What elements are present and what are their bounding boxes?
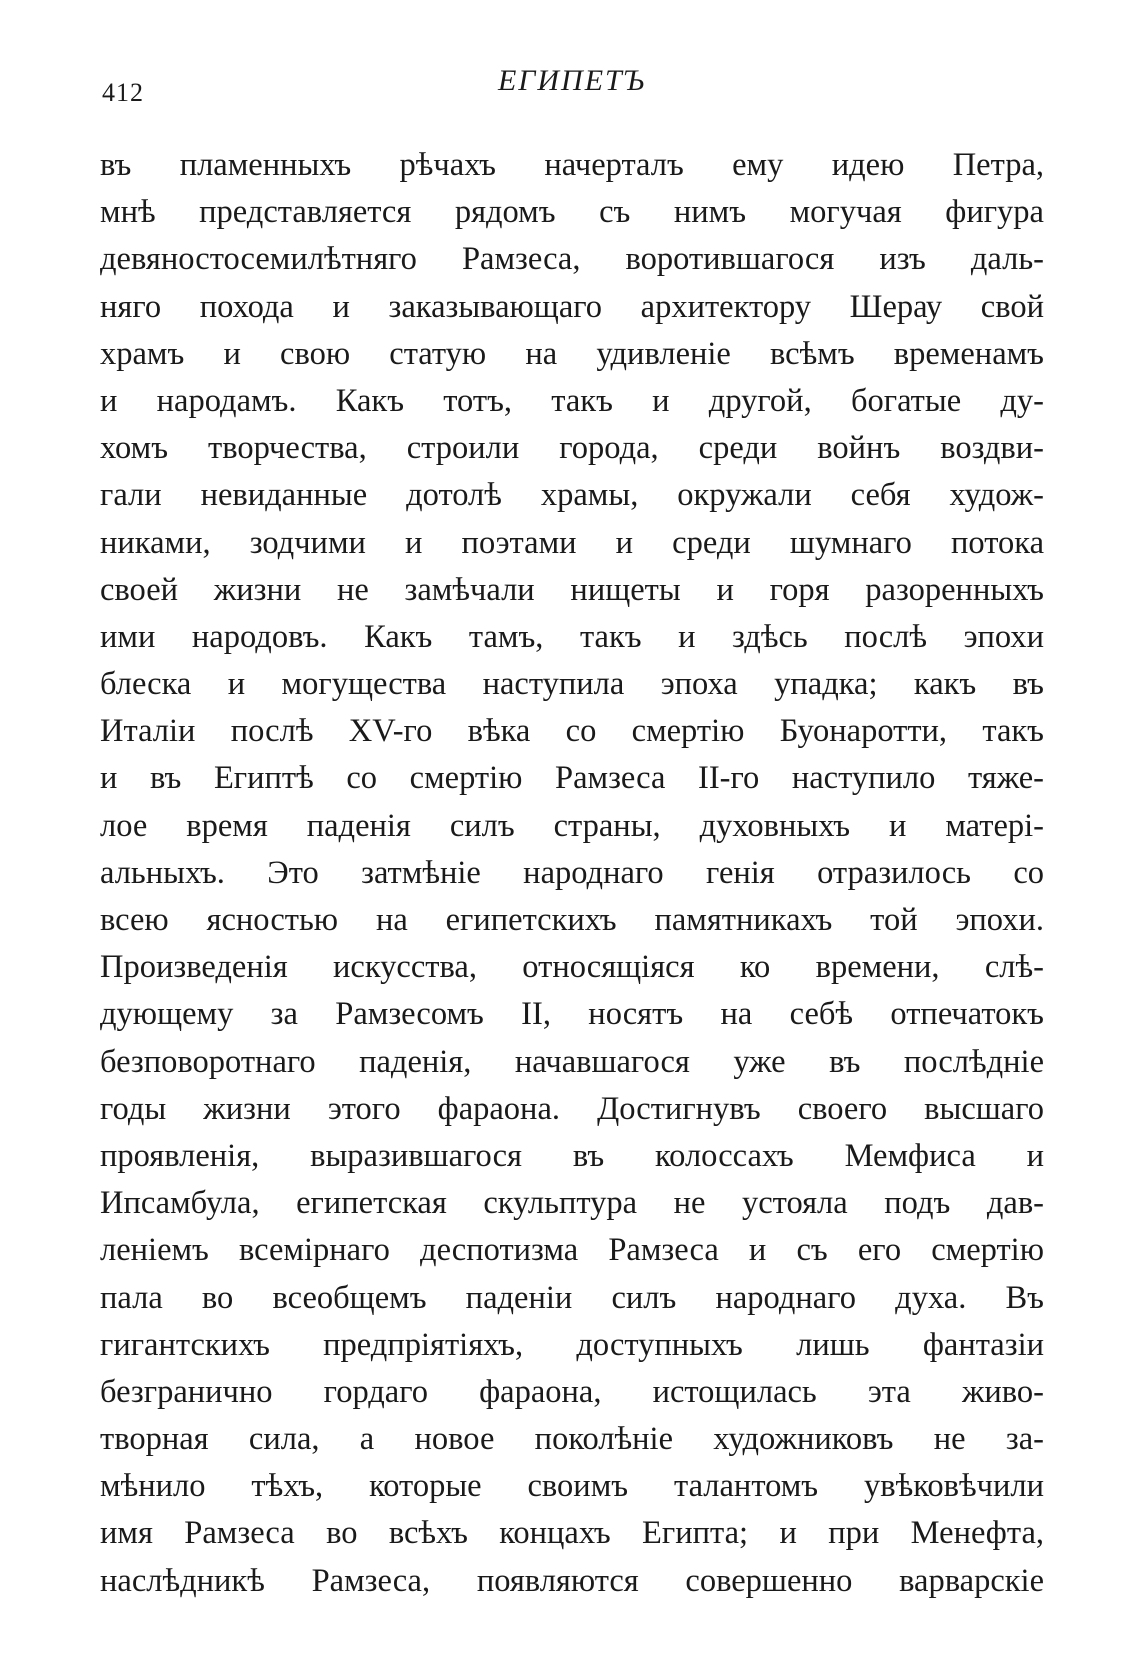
text-line: наслѣдникѣ Рамзеса, появляются совершенно варварскіе [100, 1562, 1044, 1599]
body-text [100, 142, 1044, 1605]
text-line: своей жизни не замѣчали нищеты и горя разоренныхъ [100, 571, 1044, 608]
text-line: и народамъ. Какъ тотъ, такъ и другой, богатые ду- [100, 382, 1044, 419]
text-line: альныхъ. Это затмѣніе народнаго генія отразилось со [100, 854, 1044, 891]
text-line: Ипсамбула, египетская скульптура не устояла подъ дав- [100, 1185, 1044, 1222]
text-line: всею ясностью на египетскихъ памятникахъ той эпохи. [100, 902, 1044, 938]
text-line: пала во всеобщемъ паденіи силъ народнаго духа. Въ [100, 1279, 1044, 1316]
text-line: гали невиданные дотолѣ храмы, окружали себя худож- [100, 477, 1044, 514]
text-line: и въ Египтѣ со смертію Рамзеса II-го наступило тяже- [100, 760, 1044, 797]
text-line: безгранично гордаго фараона, истощилась эта живо- [100, 1373, 1044, 1410]
text-line: проявленія, выразившагося въ колоссахъ Мемфиса и [100, 1137, 1044, 1174]
text-line: безповоротнаго паденія, начавшагося уже въ послѣдніе [100, 1043, 1044, 1080]
text-line: годы жизни этого фараона. Достигнувъ своего высшаго [100, 1090, 1044, 1127]
text-line: хомъ творчества, строили города, среди войнъ воздви- [100, 430, 1044, 467]
text-line: въ пламенныхъ рѣчахъ начерталъ ему идею Петра, [100, 147, 1044, 183]
text-line: Произведенія искусства, относящіяся ко времени, слѣ- [100, 949, 1044, 986]
text-line: имя Рамзеса во всѣхъ концахъ Египта; и при Менефта, [100, 1515, 1044, 1552]
text-line: девяностосемилѣтняго Рамзеса, воротившагося изъ даль- [100, 241, 1044, 278]
text-line: никами, зодчими и поэтами и среди шумнаго потока [100, 524, 1044, 561]
text-line: мнѣ представляется рядомъ съ нимъ могучая фигура [100, 194, 1044, 231]
text-line: ими народовъ. Какъ тамъ, такъ и здѣсь послѣ эпохи [100, 618, 1044, 655]
text-line: творная сила, а новое поколѣніе художниковъ не за- [100, 1421, 1044, 1458]
text-line: няго похода и заказывающаго архитектору Шерау свой [100, 288, 1044, 325]
running-title: ЕГИПЕТЪ [497, 64, 646, 97]
text-line: Италіи послѣ XV-го вѣка со смертію Буонаротти, такъ [100, 713, 1044, 750]
text-line: мѣнило тѣхъ, которые своимъ талантомъ увѣковѣчили [100, 1468, 1044, 1505]
text-line: блеска и могущества наступила эпоха упадка; какъ въ [100, 666, 1044, 703]
text-line: храмъ и свою статую на удивленіе всѣмъ временамъ [100, 335, 1044, 372]
text-line: леніемъ всемірнаго деспотизма Рамзеса и съ его смертію [100, 1232, 1044, 1269]
page-number: 412 [102, 78, 144, 107]
text-line: гигантскихъ предпріятіяхъ, доступныхъ лишь фантазіи [100, 1326, 1044, 1363]
text-line: лое время паденія силъ страны, духовныхъ и матері- [100, 807, 1044, 844]
page-header [96, 62, 1048, 107]
text-line: дующему за Рамзесомъ II, носятъ на себѣ отпечатокъ [100, 996, 1044, 1033]
